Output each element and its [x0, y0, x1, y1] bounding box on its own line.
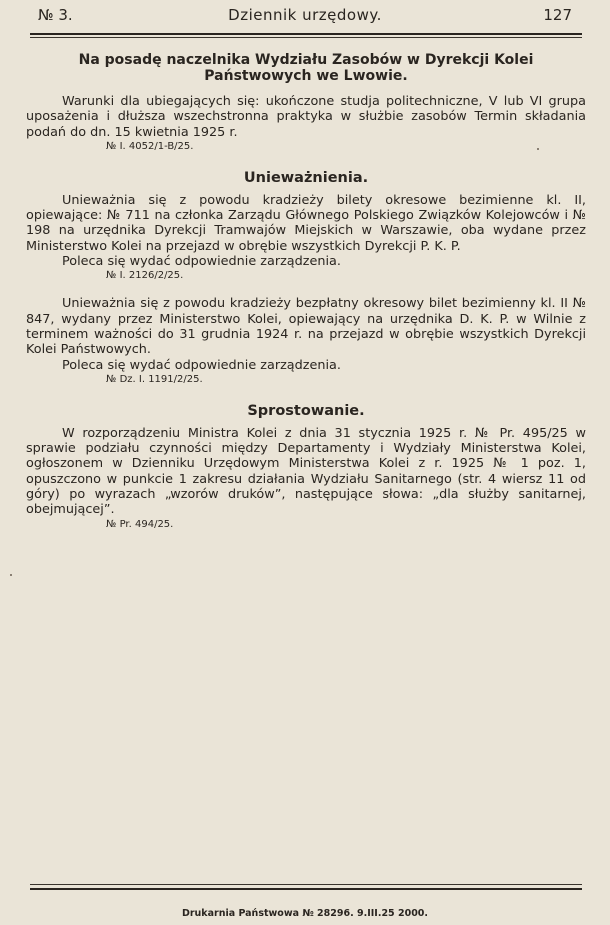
printer-imprint: Drukarnia Państwowa № 28296. 9.III.25 2000. — [181, 908, 429, 919]
correction-text: W rozporządzeniu Ministra Kolei z dnia 31 stycznia 1925 r. № Pr. 495/25 w sprawie podziału czynności między Departamenty i Wydziały Ministerstwa Kolei, ogłoszonem w Dzienniku Urzędowym Ministerstwa Kolei z r. 1925 № 1 poz. 1, opuszczono w punkcie 1 zakresu działania Wydziału Sanitarnego (str. 4 wiersz 11 od góry) po wyrazach „wzorów druków”, następujące słowa: „dla służby sanitarnej, obejmującej”. — [26, 425, 586, 518]
page-content — [26, 52, 586, 531]
page-header — [0, 6, 610, 26]
correction-ref: № Pr. 494/25. — [106, 518, 174, 530]
print-speck — [10, 574, 12, 576]
header-rule-thin — [30, 37, 582, 38]
cancellations-title: Unieważnienia. — [243, 169, 369, 186]
footer-rule — [30, 884, 582, 885]
cancellation-1-text: Unieważnia się z powodu kradzieży bilety okresowe bezimienne kl. II, opiewające: № 711 na członka Zarządu Głównego Polskiego Związków Kolejowców i № 198 na urzędnika Dyrekcji Tramwajów Miejskich w Warszawie, oba wydane przez Ministerstwo Kolei na przejazd w obrębie wszystkich Dyrekcji P. K. P. — [26, 192, 586, 254]
section-correction — [26, 402, 586, 531]
posting-ref: № I. 4052/1-B/25. — [106, 140, 194, 152]
journal-title: Dziennik urzędowy. — [228, 6, 382, 24]
cancellation-1-ref: № I. 2126/2/25. — [106, 270, 184, 282]
print-speck — [537, 148, 539, 150]
cancellation-1-note: Poleca się wydać odpowiednie zarządzenia. — [62, 254, 341, 270]
footer-rule-thick — [30, 888, 582, 890]
issue-number: № 3. — [38, 6, 73, 24]
section-posting — [26, 52, 586, 153]
cancellation-2-ref: № Dz. I. 1191/2/25. — [106, 373, 203, 385]
cancellation-2-note: Poleca się wydać odpowiednie zarządzenia. — [62, 357, 341, 373]
posting-text: Warunki dla ubiegających się: ukończone studja politechniczne, V lub VI grupa uposażenia i dłuższa wszechstronna praktyka w służbie zasobów Termin składania podań do dn. 15 kwietnia 1925 r. — [26, 94, 586, 140]
cancellation-2-text: Unieważnia się z powodu kradzieży bezpłatny okresowy bilet bezimienny kl. II № 847, wydany przez Ministerstwo Kolei, opiewający na urzędnika D. K. P. w Wilnie z terminem ważności do 31 grudnia 1924 r. na przejazd w obrębie wszystkich Dyrekcji Kolei Państwowych. — [26, 296, 586, 358]
posting-title: Na posadę naczelnika Wydziału Zasobów w Dyrekcji Kolei Państwowych we Lwowie. — [78, 52, 534, 84]
header-rule — [30, 33, 582, 35]
correction-title: Sprostowanie. — [247, 402, 365, 419]
page-number: 127 — [543, 6, 572, 24]
section-cancellations — [26, 169, 586, 386]
